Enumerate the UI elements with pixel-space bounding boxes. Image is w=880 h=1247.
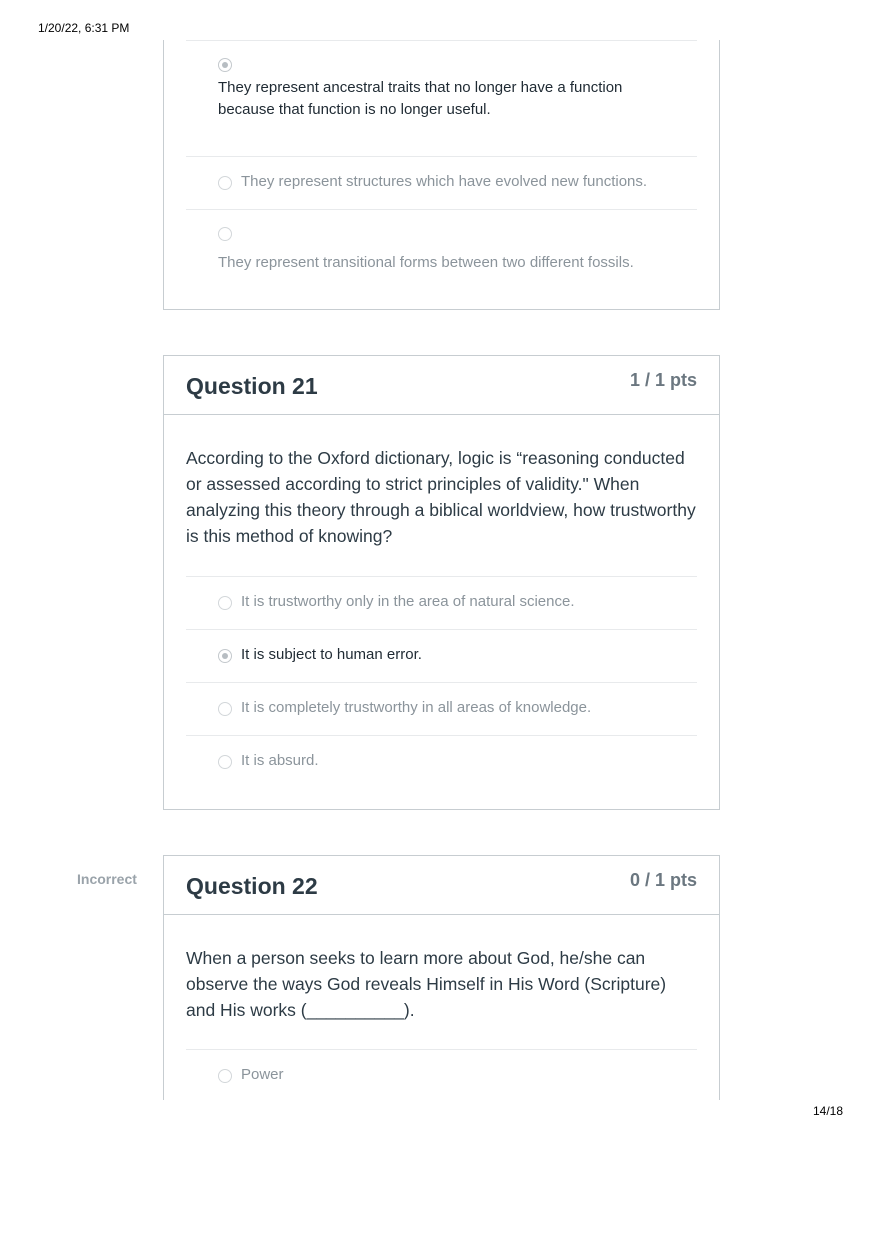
question-20-card-continued — [163, 40, 720, 310]
answer-option[interactable] — [186, 209, 697, 289]
answer-option[interactable] — [186, 735, 697, 788]
answer-text: It is trustworthy only in the area of natural science. — [241, 593, 575, 610]
radio-icon[interactable] — [218, 227, 232, 241]
print-timestamp: 1/20/22, 6:31 PM — [38, 21, 130, 35]
page-number: 14/18 — [812, 1104, 843, 1118]
answer-text: It is completely trustworthy in all areas of knowledge. — [241, 699, 592, 716]
question-21-card — [163, 355, 720, 810]
radio-icon[interactable] — [218, 176, 232, 190]
question-points: 1 / 1 pts — [629, 370, 697, 390]
answer-text: They represent structures which have evolved new functions. — [241, 173, 648, 190]
radio-selected-icon[interactable] — [218, 649, 232, 663]
incorrect-label: Incorrect — [77, 871, 137, 887]
question-title: Question 21 — [186, 373, 318, 399]
question-header — [164, 356, 719, 415]
answer-option[interactable] — [186, 1049, 697, 1102]
question-22-card — [163, 855, 720, 1100]
answer-text: They represent ancestral traits that no longer have a function because that function is no longer useful. — [218, 79, 623, 118]
question-text: According to the Oxford dictionary, logic is “reasoning conducted or assessed according to strict principles of validity." When analyzing this theory through a biblical worldview, how trustworthy is this method of knowing? — [186, 448, 696, 546]
question-points: 0 / 1 pts — [629, 870, 697, 890]
question-title: Question 22 — [186, 873, 318, 899]
radio-icon[interactable] — [218, 596, 232, 610]
answer-option[interactable] — [186, 629, 697, 682]
answer-text: They represent transitional forms between two different fossils. — [218, 254, 634, 271]
radio-icon[interactable] — [218, 755, 232, 769]
answer-text: It is absurd. — [241, 752, 319, 769]
radio-selected-icon[interactable] — [218, 58, 232, 72]
answer-option[interactable] — [186, 40, 697, 156]
answer-list — [186, 1049, 697, 1102]
answer-option[interactable] — [186, 576, 697, 629]
radio-icon[interactable] — [218, 1069, 232, 1083]
answer-list — [186, 40, 697, 289]
answer-option[interactable] — [186, 156, 697, 209]
answer-text: Power — [241, 1066, 284, 1083]
answer-list — [186, 576, 697, 788]
answer-option[interactable] — [186, 682, 697, 735]
question-text: When a person seeks to learn more about God, he/she can observe the ways God reveals Himself in His Word (Scripture) and His works (__________). — [186, 948, 667, 1020]
question-header — [164, 856, 719, 915]
radio-icon[interactable] — [218, 702, 232, 716]
answer-text: It is subject to human error. — [241, 646, 422, 663]
